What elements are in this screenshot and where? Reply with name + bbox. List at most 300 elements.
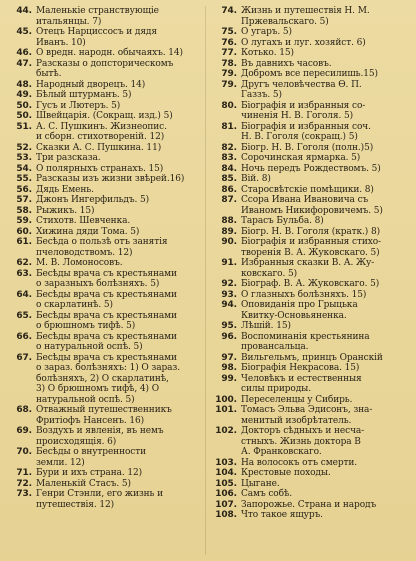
entry-title	[36, 111, 202, 122]
entry-title	[36, 258, 202, 269]
entry-title	[241, 374, 412, 395]
entry-number: 68.	[16, 405, 32, 415]
entry-number: 57.	[16, 195, 32, 205]
entry-title-line: Вій. 8)	[241, 174, 271, 184]
catalog-entry	[6, 258, 202, 269]
entry-title	[36, 164, 202, 175]
entry-number: 54.	[16, 163, 32, 174]
catalog-entry	[6, 80, 202, 91]
catalog-entry	[211, 195, 412, 216]
entry-title-line: А. С. Пушкинъ. Жизнеопис.	[36, 121, 167, 132]
entry-title-line: пчеловодствомъ. 12)	[36, 247, 133, 258]
entry-title	[36, 489, 202, 510]
catalog-entry	[211, 38, 412, 49]
catalog-entry	[211, 332, 412, 353]
catalog-entry	[211, 216, 412, 227]
entry-title	[241, 143, 412, 154]
catalog-entry	[211, 27, 412, 38]
catalog-entry	[211, 59, 412, 70]
catalog-entry	[6, 90, 202, 101]
entry-title-line: Рыжикъ. 15)	[36, 205, 95, 216]
entry-title-line: Біографія и избранныя соч.	[241, 121, 371, 132]
entry-title-line: силы природы.	[241, 384, 311, 394]
entry-title-line: Ночь передъ Рождествомъ. 5)	[241, 163, 381, 174]
entry-title-line: Стихотв. Шевченка.	[36, 216, 131, 226]
catalog-entry	[6, 122, 202, 143]
entry-title-line: болѣзняхъ, 2) О скарлатинѣ,	[36, 373, 169, 384]
entry-title	[36, 216, 202, 227]
entry-title	[36, 227, 202, 238]
entry-number: 98.	[221, 363, 237, 373]
catalog-entry	[6, 164, 202, 175]
entry-title	[241, 353, 412, 364]
entry-title-line: земли. 12)	[36, 457, 85, 468]
catalog-entry	[211, 374, 412, 395]
entry-title-line: Тарасъ Бульба. 8)	[241, 216, 324, 226]
entry-title	[36, 48, 202, 59]
entry-number: 80.	[221, 100, 237, 111]
entry-number: 78.	[221, 58, 237, 69]
entry-title	[241, 101, 412, 122]
entry-title	[241, 80, 412, 101]
catalog-entry	[211, 48, 412, 59]
entry-number: 100.	[215, 394, 237, 405]
entry-title-line: чиненія Н. В. Гоголя. 5)	[241, 111, 354, 121]
entry-title-line: Докторъ сѣдныхъ и несча-	[241, 426, 365, 436]
entry-title	[241, 174, 412, 185]
entry-number: 51.	[16, 121, 32, 132]
entry-number: 101.	[215, 405, 237, 415]
entry-title	[241, 479, 412, 490]
entry-title-line: бытѣ.	[36, 69, 62, 79]
entry-title	[36, 405, 202, 426]
entry-number: 58.	[16, 205, 32, 216]
entry-title-line: Лѣшій. 15)	[241, 321, 291, 331]
entry-title-line: Джонъ Ингерфильдъ. 5)	[36, 195, 150, 205]
entry-title	[36, 332, 202, 353]
catalog-entry	[211, 101, 412, 122]
entry-title-line: Маленькіе странствующіе	[36, 6, 159, 16]
entry-title-line: Оповиданія про Грыцька	[241, 300, 358, 310]
entry-title-line: Бесѣды врача съ крестьянами	[36, 310, 177, 321]
entry-title-line: о скарлатинѣ. 5)	[36, 300, 113, 310]
catalog-entry	[6, 206, 202, 217]
entry-title-line: Бури и ихъ страна. 12)	[36, 468, 143, 478]
entry-number: 45.	[16, 27, 32, 37]
entry-title-line: 3) О брюшномъ тифѣ, 4) О	[36, 384, 159, 394]
column-divider	[205, 6, 206, 555]
catalog-entry	[6, 479, 202, 490]
entry-number: 60.	[16, 226, 32, 237]
entry-title-line: О глазныхъ болѣзняхъ. 15)	[241, 289, 367, 300]
entry-number: 107.	[215, 499, 237, 510]
left-column	[6, 6, 202, 510]
catalog-entry	[211, 510, 412, 521]
catalog-entry	[6, 237, 202, 258]
entry-title	[241, 332, 412, 353]
entry-title-line: Въ давнихъ часовъ.	[241, 58, 332, 69]
entry-number: 74.	[221, 6, 237, 16]
catalog-entry	[211, 290, 412, 301]
entry-title-line: Біограф. В. А. Жуковскаго. 5)	[241, 279, 380, 289]
catalog-entry	[211, 353, 412, 364]
entry-title-line: Добромъ все пересилишь.15)	[241, 69, 378, 79]
catalog-entry	[6, 290, 202, 311]
catalog-entry	[6, 468, 202, 479]
entry-title	[241, 6, 412, 27]
entry-number: 52.	[16, 142, 32, 153]
entry-number: 96.	[221, 331, 237, 342]
entry-number: 69.	[16, 426, 32, 436]
entry-title	[241, 48, 412, 59]
entry-title	[241, 185, 412, 196]
entry-number: 46.	[16, 48, 32, 58]
entry-title	[36, 122, 202, 143]
catalog-entry	[211, 300, 412, 321]
entry-title-line: Бесѣды о внутренности	[36, 447, 147, 457]
entry-title-line: А. Франковскаго.	[241, 447, 322, 457]
entry-title	[36, 153, 202, 164]
catalog-entry	[211, 489, 412, 500]
entry-title-line: Біогр. Н. В. Гоголя (кратк.) 8)	[241, 226, 381, 237]
catalog-entry	[6, 216, 202, 227]
entry-title	[36, 59, 202, 80]
entry-title	[36, 269, 202, 290]
catalog-entry	[6, 489, 202, 510]
entry-title-line: Сказки А. С. Пушкина. 11)	[36, 142, 162, 153]
entry-title	[241, 195, 412, 216]
entry-number: 59.	[16, 216, 32, 226]
entry-number: 93.	[221, 289, 237, 300]
entry-number: 84.	[221, 163, 237, 174]
entry-number: 63.	[16, 268, 32, 279]
catalog-entry	[211, 185, 412, 196]
entry-title-line: натуральной оспѣ. 5)	[36, 394, 135, 405]
catalog-entry	[6, 447, 202, 468]
entry-number: 92.	[221, 279, 237, 289]
entry-title-line: путешествія. 12)	[36, 499, 115, 510]
catalog-entry	[6, 111, 202, 122]
entry-title	[241, 321, 412, 332]
entry-title	[241, 426, 412, 458]
entry-title	[36, 311, 202, 332]
entry-title-line: Хижина дяди Тома. 5)	[36, 226, 140, 237]
catalog-entry	[211, 258, 412, 279]
entry-title-line: Сорочинская ярмарка. 5)	[241, 153, 361, 163]
entry-number: 61.	[16, 237, 32, 247]
entry-title-line: Избранныя сказки В. А. Жу-	[241, 258, 375, 268]
entry-number: 49.	[16, 90, 32, 100]
entry-title-line: Разсказы о допсторическомъ	[36, 58, 174, 69]
entry-title	[241, 510, 412, 521]
catalog-entry	[211, 174, 412, 185]
entry-title-line: Маленькій Стасъ. 5)	[36, 478, 131, 489]
catalog-entry	[211, 395, 412, 406]
entry-number: 65.	[16, 310, 32, 321]
entry-title	[241, 395, 412, 406]
entry-number: 70.	[16, 447, 32, 457]
entry-title	[241, 300, 412, 321]
entry-number: 72.	[16, 478, 32, 489]
entry-title	[36, 80, 202, 91]
entry-number: 53.	[16, 153, 32, 163]
entry-title-line: Біографія и избранныя стихо-	[241, 237, 381, 247]
entry-title-line: о зараз. болѣзняхъ: 1) О зараз.	[36, 363, 180, 373]
entry-title-line: Ссора Ивана Ивановича съ	[241, 195, 369, 205]
entry-number: 106.	[215, 489, 237, 499]
entry-number: 103.	[215, 457, 237, 468]
catalog-entry	[211, 279, 412, 290]
entry-title-line: Крестовые походы.	[241, 468, 331, 478]
entry-title-line: На волосокъ отъ смерти.	[241, 457, 358, 468]
catalog-entry	[211, 69, 412, 80]
entry-title	[241, 38, 412, 49]
catalog-entry	[6, 227, 202, 238]
entry-title-line: о брюшномъ тифѣ. 5)	[36, 321, 136, 331]
entry-number: 76.	[221, 37, 237, 48]
entry-title-line: Переселенцы у Сибирь.	[241, 394, 353, 405]
entry-title-line: Иванъ. 10)	[36, 37, 86, 48]
entry-title	[36, 185, 202, 196]
entry-number: 75.	[221, 27, 237, 37]
catalog-entry	[211, 227, 412, 238]
entry-title-line: стныхъ. Жизнь доктора В	[241, 436, 361, 447]
entry-title-line: Жизнь и путешествія Н. М.	[241, 6, 370, 16]
entry-title-line: О вредн. народн. обычаяхъ. 14)	[36, 48, 183, 58]
entry-title-line: Человѣкъ и естественныя	[241, 373, 362, 384]
entry-number: 50.	[16, 100, 32, 111]
entry-title	[241, 290, 412, 301]
entry-title-line: Иваномъ Никифоровичемъ. 5)	[241, 205, 383, 216]
entry-title	[241, 122, 412, 143]
catalog-entry	[6, 185, 202, 196]
entry-title-line: Квитку-Основьяненка.	[241, 310, 347, 321]
entry-number: 104.	[215, 468, 237, 478]
entry-number: 97.	[221, 352, 237, 363]
entry-title	[241, 27, 412, 38]
entry-title	[36, 90, 202, 101]
entry-title	[241, 489, 412, 500]
entry-title-line: и сборн. стихотвореній. 12)	[36, 132, 165, 142]
entry-title	[241, 363, 412, 374]
entry-title	[241, 468, 412, 479]
entry-title-line: Газзъ. 5)	[241, 90, 282, 100]
entry-title	[36, 195, 202, 206]
catalog-entry	[6, 143, 202, 154]
entry-title	[36, 353, 202, 406]
entry-number: 95.	[221, 321, 237, 331]
entry-title-line: менитый изобрѣтатель.	[241, 415, 352, 426]
entry-number: 89.	[221, 226, 237, 237]
entry-title	[241, 164, 412, 175]
entry-title-line: о заразныхъ болѣзняхъ. 5)	[36, 279, 160, 289]
catalog-entry	[6, 6, 202, 27]
catalog-entry	[6, 405, 202, 426]
right-column	[211, 6, 412, 521]
entry-title-line: Воздухъ и явленія, въ немъ	[36, 426, 164, 436]
entry-title-line: Другъ человѣчества Ѳ. П.	[241, 79, 362, 90]
entry-number: 99.	[221, 373, 237, 384]
entry-title-line: итальянцы. 7)	[36, 16, 102, 27]
entry-number: 85.	[221, 174, 237, 184]
catalog-entry	[6, 153, 202, 164]
entry-number: 62.	[16, 258, 32, 268]
entry-number: 88.	[221, 216, 237, 226]
entry-title-line: Запорожье. Страна и народъ	[241, 499, 377, 510]
entry-title	[241, 69, 412, 80]
entry-title-line: Вильгельмъ, принцъ Оранскій	[241, 352, 383, 363]
catalog-entry	[6, 269, 202, 290]
entry-title	[36, 6, 202, 27]
entry-title	[241, 237, 412, 258]
catalog-entry	[211, 405, 412, 426]
entry-number: 86.	[221, 184, 237, 195]
entry-number: 105.	[215, 478, 237, 489]
entry-title-line: Біогр. Н. В. Гоголя (полн.)5)	[241, 142, 374, 153]
catalog-entry	[6, 27, 202, 48]
catalog-entry	[6, 48, 202, 59]
entry-title-line: Воспоминанія крестьянина	[241, 331, 370, 342]
entry-title	[36, 174, 202, 185]
entry-title-line: Бѣлый штурманъ. 5)	[36, 90, 132, 100]
catalog-entry	[6, 353, 202, 406]
entry-title-line: Старосвѣтскіе помѣщики. 8)	[241, 184, 374, 195]
entry-title-line: О угаръ. 5)	[241, 27, 292, 37]
entry-title-line: О полярныхъ странахъ. 15)	[36, 163, 164, 174]
catalog-entry	[211, 468, 412, 479]
entry-title-line: Что такое ящуръ.	[241, 510, 323, 520]
entry-title-line: Три разсказа.	[36, 153, 101, 163]
entry-title	[241, 153, 412, 164]
entry-title-line: Пржевальскаго. 5)	[241, 16, 329, 27]
entry-title-line: Швейцарія. (Сокращ. изд.) 5)	[36, 111, 173, 121]
catalog-entry	[211, 164, 412, 175]
entry-title-line: М. В. Ломоносовъ.	[36, 258, 123, 268]
catalog-entry	[211, 143, 412, 154]
entry-title	[241, 279, 412, 290]
entry-title-line: Бесѣда о пользѣ отъ занятія	[36, 237, 168, 247]
catalog-entry	[211, 458, 412, 469]
entry-title-line: Генри Стэнли, его жизнь и	[36, 489, 164, 499]
entry-title	[241, 458, 412, 469]
entry-number: 94.	[221, 300, 237, 310]
entry-title	[36, 101, 202, 112]
catalog-entry	[6, 59, 202, 80]
catalog-entry	[6, 311, 202, 332]
entry-title	[36, 206, 202, 217]
entry-number: 66.	[16, 331, 32, 342]
catalog-entry	[6, 174, 202, 185]
entry-title-line: Гусъ и Лютеръ. 5)	[36, 100, 121, 111]
entry-title	[36, 426, 202, 447]
entry-title	[241, 500, 412, 511]
entry-title	[36, 27, 202, 48]
catalog-entry	[211, 479, 412, 490]
entry-title-line: Томасъ Эльва Эдисонъ, зна-	[241, 405, 373, 415]
catalog-entry	[211, 363, 412, 374]
entry-title-line: Котько. 15)	[241, 48, 294, 58]
catalog-entry	[211, 153, 412, 164]
catalog-entry	[211, 237, 412, 258]
entry-title	[36, 143, 202, 154]
entry-number: 64.	[16, 289, 32, 300]
entry-title-line: Отецъ Нарциссосъ и дядя	[36, 27, 157, 37]
entry-title-line: Бесѣды врача съ крестьянами	[36, 352, 177, 363]
entry-number: 82.	[221, 142, 237, 153]
entry-number: 79.	[221, 69, 237, 79]
entry-number: 91.	[221, 258, 237, 268]
entry-title-line: Бесѣды врача съ крестьянами	[36, 268, 177, 279]
catalog-entry	[211, 426, 412, 458]
catalog-entry	[6, 332, 202, 353]
catalog-entry	[211, 6, 412, 27]
entry-title	[36, 237, 202, 258]
entry-number: 90.	[221, 237, 237, 247]
catalog-entry	[6, 101, 202, 112]
entry-number: 44.	[16, 6, 32, 16]
entry-number: 87.	[221, 195, 237, 205]
entry-title-line: Разсказы изъ жизни звѣрей.16)	[36, 174, 185, 184]
entry-number: 79.	[221, 79, 237, 90]
catalog-entry	[211, 122, 412, 143]
entry-title	[241, 59, 412, 70]
entry-title-line: Біографія и избранныя со-	[241, 100, 366, 111]
entry-number: 48.	[16, 79, 32, 90]
catalog-entry	[6, 426, 202, 447]
entry-title-line: Н. В. Гоголя (сокращ.) 5)	[241, 132, 358, 142]
entry-title	[241, 216, 412, 227]
entry-title-line: Дядь Емень.	[36, 184, 94, 195]
entry-title-line: Народный дворецъ. 14)	[36, 79, 146, 90]
entry-title-line: о натуральной оспѣ. 5)	[36, 342, 143, 352]
entry-title-line: Цыгане.	[241, 478, 280, 489]
entry-number: 81.	[221, 121, 237, 132]
entry-title	[36, 479, 202, 490]
catalog-entry	[211, 500, 412, 511]
entry-number: 73.	[16, 489, 32, 499]
entry-title-line: Бесѣды врача съ крестьянами	[36, 331, 177, 342]
entry-number: 71.	[16, 468, 32, 478]
entry-number: 55.	[16, 174, 32, 184]
entry-number: 102.	[215, 426, 237, 436]
entry-number: 77.	[221, 48, 237, 58]
entry-title-line: Самъ собѣ.	[241, 489, 293, 499]
entry-number: 108.	[215, 510, 237, 520]
entry-number: 56.	[16, 184, 32, 195]
entry-title-line: Біографія Некрасова. 15)	[241, 363, 360, 373]
entry-title	[36, 447, 202, 468]
entry-number: 50.	[16, 111, 32, 121]
catalog-entry	[6, 195, 202, 206]
entry-number: 83.	[221, 153, 237, 163]
entry-title-line: ковскаго. 5)	[241, 268, 298, 279]
entry-number: 47.	[16, 58, 32, 69]
entry-title-line: Бесѣды врача съ крестьянами	[36, 289, 177, 300]
entry-title	[241, 227, 412, 238]
entry-title-line: О лугахъ и луг. хозяйст. 6)	[241, 37, 366, 48]
catalog-entry	[211, 321, 412, 332]
catalog-entry	[211, 80, 412, 101]
entry-title	[241, 405, 412, 426]
entry-title-line: Отважный путешественникъ	[36, 405, 172, 415]
entry-title-line: происходящія. 6)	[36, 436, 117, 447]
entry-title	[36, 290, 202, 311]
entry-title	[241, 258, 412, 279]
entry-title-line: творенія В. А. Жуковскаго. 5)	[241, 247, 380, 258]
entry-title	[36, 468, 202, 479]
entry-title-line: провансальца.	[241, 342, 309, 352]
entry-number: 67.	[16, 352, 32, 363]
